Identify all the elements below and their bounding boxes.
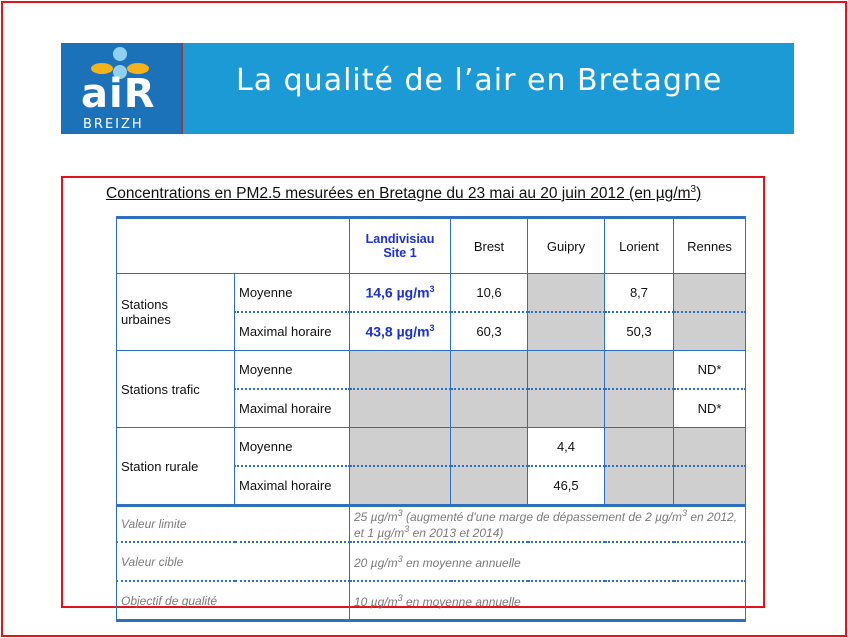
- header-landivisiau: [350, 218, 451, 274]
- limit-text-part: 10 µg/m: [354, 594, 398, 609]
- limit-sup: 3: [682, 508, 688, 518]
- mesure-moyenne: Moyenne: [235, 351, 350, 390]
- header-landivisiau-line1: Landivisiau: [365, 232, 435, 246]
- group-label-rurale: Station rurale: [117, 428, 235, 506]
- mesure-moyenne: Moyenne: [235, 274, 350, 313]
- cell-landivisiau-max: [350, 466, 451, 506]
- caption-sup: 3: [690, 184, 697, 195]
- cell-lorient-moyenne: 8,7: [605, 274, 674, 313]
- caption-end: ): [696, 185, 702, 203]
- limit-text-part: en moyenne annuelle: [402, 594, 521, 609]
- header-empty: [117, 218, 350, 274]
- air-breizh-logo: [61, 43, 181, 134]
- limit-text-valeur-limite: [350, 506, 746, 543]
- caption-text: Concentrations en PM2.5 mesurées en Bretagne du 23 mai au 20 juin 2012 (en µg/m: [106, 185, 691, 203]
- cell-brest-max: [451, 466, 528, 506]
- cell-lorient-max: 50,3: [605, 312, 674, 351]
- cell-landivisiau-max: [350, 312, 451, 351]
- table-caption: [106, 184, 701, 203]
- header-rennes: Rennes: [674, 218, 746, 274]
- limit-text-part: en moyenne annuelle: [402, 555, 521, 570]
- cell-landivisiau-moyenne: [350, 428, 451, 467]
- limit-text-part: 25 µg/m: [354, 510, 398, 524]
- cell-landivisiau-max: [350, 389, 451, 428]
- mesure-maximal: Maximal horaire: [235, 466, 350, 506]
- header-landivisiau-line2: Site 1: [383, 246, 417, 260]
- logo-breizh-text: BREIZH: [83, 117, 144, 132]
- table-row: [117, 428, 746, 467]
- cell-lorient-max: [605, 466, 674, 506]
- cell-brest-max: [451, 389, 528, 428]
- cell-rennes-moyenne: ND*: [674, 351, 746, 390]
- limit-label-objectif: Objectif de qualité: [117, 581, 350, 621]
- document-panel: [61, 176, 765, 608]
- mesure-maximal: Maximal horaire: [235, 389, 350, 428]
- cell-landivisiau-moyenne: [350, 274, 451, 313]
- cell-lorient-moyenne: [605, 351, 674, 390]
- cell-rennes-moyenne: [674, 428, 746, 467]
- table-row: [117, 351, 746, 390]
- cell-lorient-moyenne: [605, 428, 674, 467]
- cell-guipry-max: [528, 312, 605, 351]
- limit-text-part: en 2012, et 1 µg/m: [354, 510, 738, 540]
- mesure-moyenne: Moyenne: [235, 428, 350, 467]
- cell-brest-moyenne: [451, 428, 528, 467]
- group-label-line1: Stations: [121, 297, 168, 312]
- cell-brest-moyenne: 10,6: [451, 274, 528, 313]
- limit-text-objectif: [350, 581, 746, 621]
- page-title: La qualité de l’air en Bretagne: [236, 63, 723, 98]
- cell-guipry-moyenne: [528, 351, 605, 390]
- group-label-trafic: Stations trafic: [117, 351, 235, 428]
- limit-text-part: en 2013 et 2014): [409, 526, 504, 540]
- pm25-table: [116, 216, 746, 622]
- mesure-maximal: Maximal horaire: [235, 312, 350, 351]
- header-guipry: Guipry: [528, 218, 605, 274]
- cell-guipry-max: 46,5: [528, 466, 605, 506]
- logo-petal-top: [113, 47, 127, 61]
- group-label-urbaines: [117, 274, 235, 351]
- cell-guipry-moyenne: [528, 274, 605, 313]
- cell-rennes-max: [674, 466, 746, 506]
- cell-rennes-max: ND*: [674, 389, 746, 428]
- table-header-row: [117, 218, 746, 274]
- cell-brest-max: 60,3: [451, 312, 528, 351]
- header-lorient: Lorient: [605, 218, 674, 274]
- cell-brest-moyenne: [451, 351, 528, 390]
- logo-divider: [181, 43, 183, 134]
- header-brest: Brest: [451, 218, 528, 274]
- cell-guipry-max: [528, 389, 605, 428]
- limit-sup: 3: [397, 508, 403, 518]
- limit-label-valeur-limite: Valeur limite: [117, 506, 350, 543]
- cell-rennes-moyenne: [674, 274, 746, 313]
- limit-row: [117, 506, 746, 543]
- table-row: [117, 274, 746, 313]
- limit-label-valeur-cible: Valeur cible: [117, 542, 350, 581]
- group-label-line2: urbaines: [121, 312, 171, 327]
- cell-landivisiau-moyenne: [350, 351, 451, 390]
- cell-sup: 3: [429, 323, 435, 334]
- cell-lorient-max: [605, 389, 674, 428]
- cell-value: 43,8 µg/m: [365, 323, 430, 340]
- cell-sup: 3: [429, 284, 435, 295]
- limit-sup: 3: [397, 592, 403, 603]
- header-banner: [61, 43, 794, 134]
- limit-sup: 3: [404, 524, 410, 534]
- cell-rennes-max: [674, 312, 746, 351]
- limit-text-part: (augmenté d'une marge de dépassement de 2 µg/m: [402, 510, 682, 524]
- limit-text-valeur-cible: [350, 542, 746, 581]
- limit-row: [117, 581, 746, 621]
- logo-air-text: aiR: [81, 71, 156, 117]
- limit-row: [117, 542, 746, 581]
- limit-sup: 3: [397, 553, 403, 564]
- cell-value: 14,6 µg/m: [365, 284, 430, 301]
- cell-guipry-moyenne: 4,4: [528, 428, 605, 467]
- limit-text-part: 20 µg/m: [354, 555, 398, 570]
